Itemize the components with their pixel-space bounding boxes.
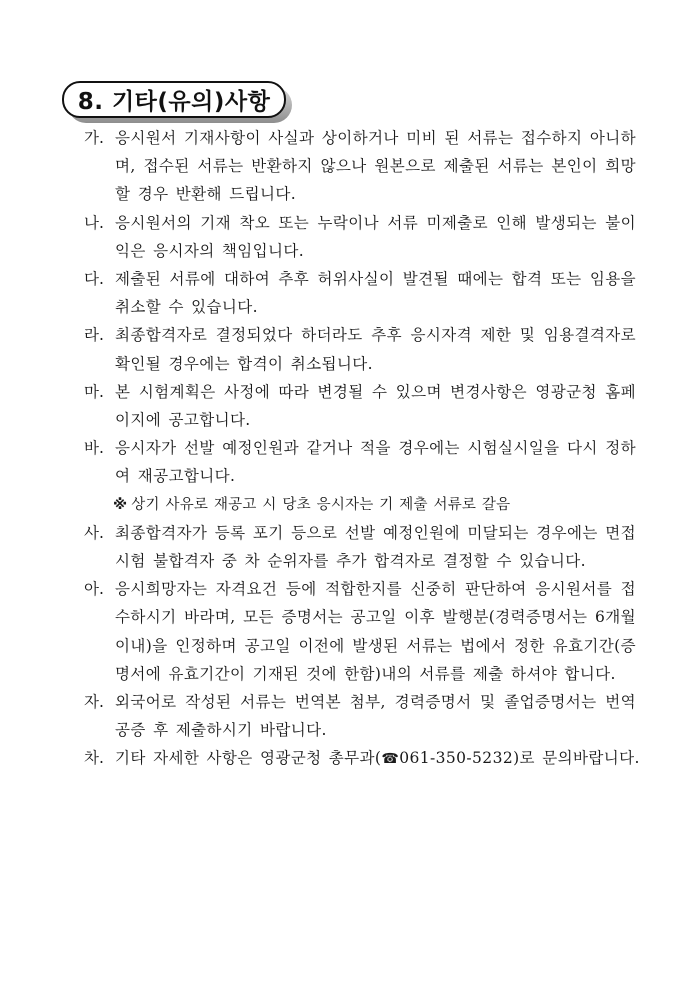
list-item-ma [84,378,636,434]
item-text: 최종합격자가 등록 포기 등으로 선발 예정인원에 미달되는 경우에는 면접시험 불합격자 중 차 순위자를 추가 합격자로 결정할 수 있습니다. [115,523,636,571]
telephone-icon: ☎ [381,751,400,768]
item-label: 나. [84,213,104,232]
list-item-a [84,575,636,688]
contact-text-after: )로 문의바랍니다. [513,749,640,768]
item-label: 바. [84,439,104,458]
item-label: 사. [84,523,104,542]
section-header-box [62,81,286,118]
item-label: 아. [84,580,104,599]
item-label: 자. [84,693,104,712]
note-text: 상기 사유로 재공고 시 당초 응시자는 기 제출 서류로 갈음 [131,496,511,513]
item-label: 마. [84,382,104,401]
section-title: 8. 기타(유의)사항 [77,89,271,115]
section-header [62,81,286,117]
item-text: 응시원서 기재사항이 사실과 상이하거나 미비 된 서류는 접수하지 아니하며, 접수된 서류는 반환하지 않으나 원본으로 제출된 서류는 본인이 희망할 경우 반환해 드립니다. [115,129,636,204]
item-text: 외국어로 작성된 서류는 번역본 첨부, 경력증명서 및 졸업증명서는 번역 공증 후 제출하시기 바랍니다. [115,693,636,740]
item-text: 본 시험계획은 사정에 따라 변경될 수 있으며 변경사항은 영광군청 홈페이지에 공고합니다. [115,382,636,430]
item-text: 응시자가 선발 예정인원과 같거나 적을 경우에는 시험실시일을 다시 정하여 재공고합니다. [115,439,636,486]
reference-mark-icon: ※ [113,496,128,513]
item-label: 가. [84,129,104,147]
list-item-cha [84,744,640,773]
item-text: 최종합격자로 결정되었다 하더라도 추후 응시자격 제한 및 임용결격자로 확인될 경우에는 합격이 취소됩니다. [115,326,636,373]
list-item-ra [84,321,636,377]
list-item-ja [84,688,636,744]
contact-phone-number: 061-350-5232 [399,749,514,768]
list-item-sa [84,519,636,575]
contact-text-before: 기타 자세한 사항은 영광군청 총무과( [115,749,382,768]
list-item-ba [84,434,636,490]
item-text: 응시원서의 기재 착오 또는 누락이나 서류 미제출로 인해 발생되는 불이익은 응시자의 책임입니다. [115,213,636,260]
re-announcement-note [113,491,636,519]
item-label: 차. [84,749,104,768]
item-label: 다. [84,270,104,289]
item-text: 제출된 서류에 대하여 추후 허위사실이 발견될 때에는 합격 또는 임용을 취소할 수 있습니다. [115,270,636,317]
list-item-da [84,265,636,321]
list-item-na [84,209,636,265]
item-text: 응시희망자는 자격요건 등에 적합한지를 신중히 판단하여 응시원서를 접수하시기 바라며, 모든 증명서는 공고일 이후 발행분(경력증명서는 6개월 이내)을 인정하며 공고일 이전에 발생된 서류는 법에서 정한 유효기간(증명서에 유효기간이 기재된 것에 한함)내의 서류를 제출 하셔야 합니다. [115,580,636,683]
item-label: 라. [84,326,104,345]
list-item-ga [84,124,636,209]
item-text [115,744,640,773]
notice-list [84,124,640,774]
